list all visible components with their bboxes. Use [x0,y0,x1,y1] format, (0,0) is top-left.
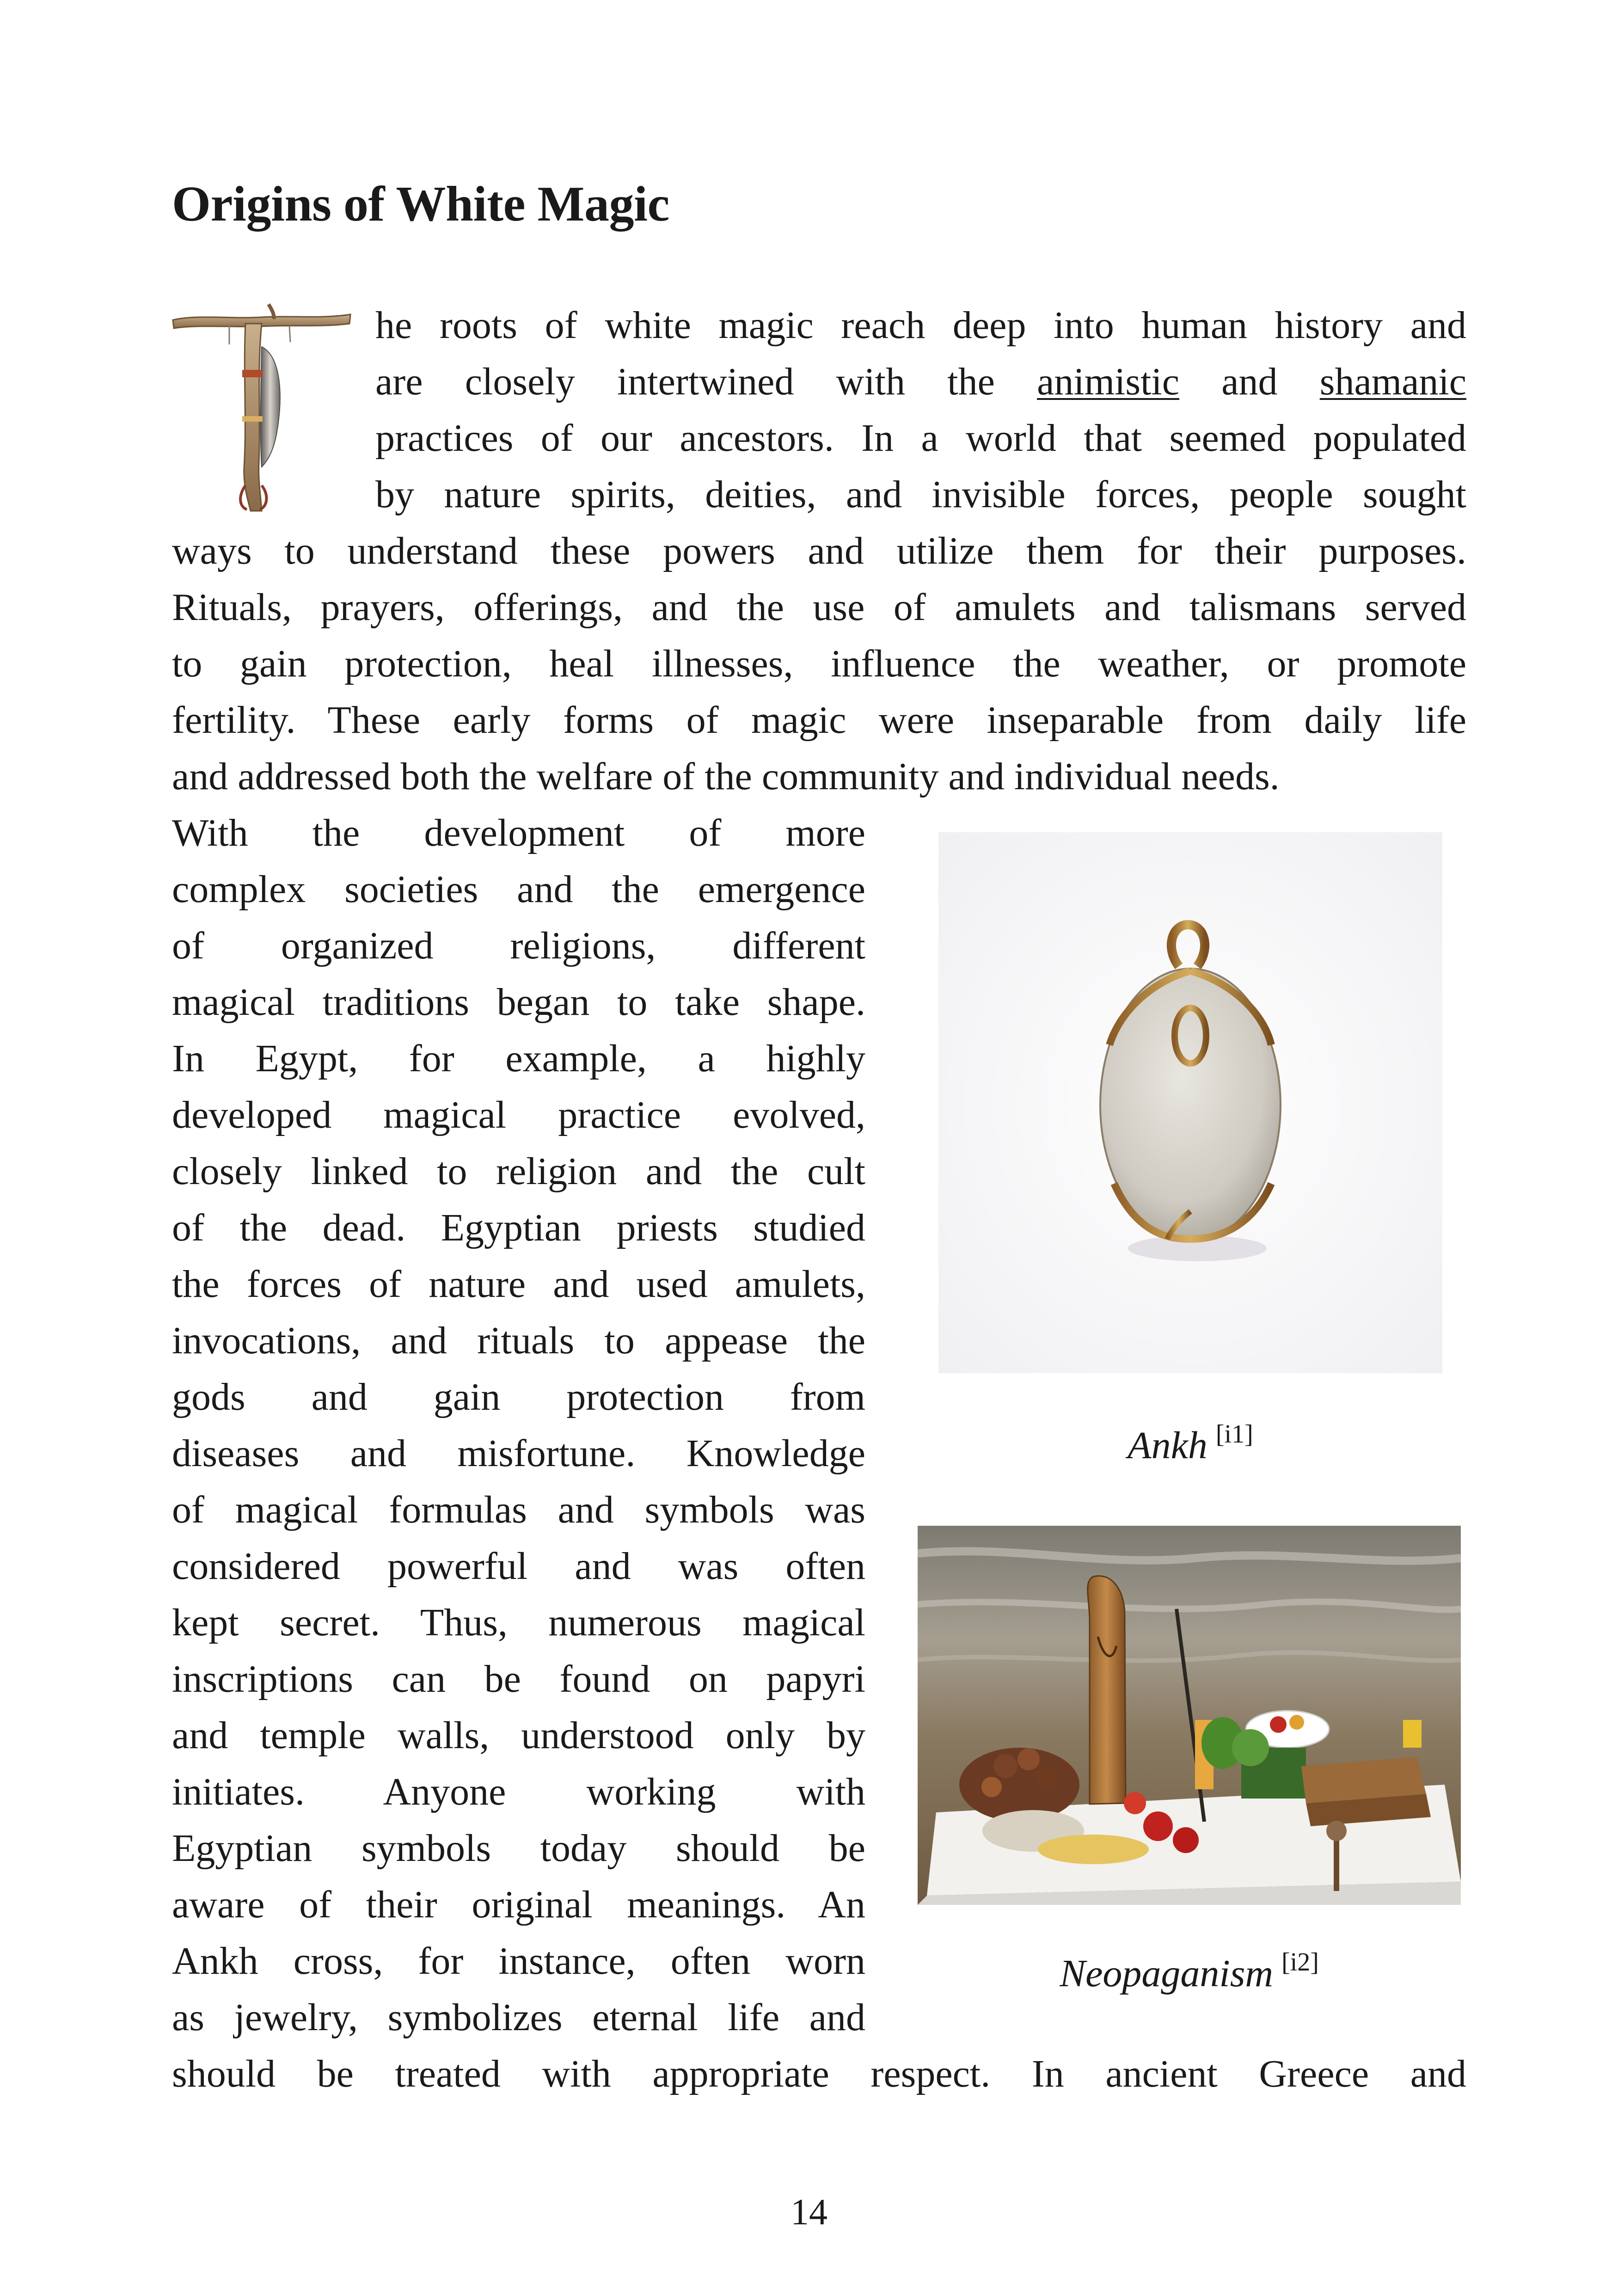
body-line: should be treated with appropriate respect. In ancient Greece and [172,2052,1466,2095]
intro-line: Rituals, prayers, offerings, and the use of amulets and talismans served [172,586,1466,629]
column-line: closely linked to religion and the cult [172,1150,865,1193]
column-line: of the dead. Egyptian priests studied [172,1206,865,1249]
dropcap-t-staff-illustration [169,301,354,513]
ankh-amulet-image [938,832,1442,1373]
page-number: 14 [791,2192,827,2233]
column-line: Ankh cross, for instance, often worn [172,1940,865,1983]
column-line: inscriptions can be found on papyri [172,1658,865,1701]
link-animistic[interactable]: animistic [1037,360,1180,403]
link-shamanic[interactable]: shamanic [1319,360,1466,403]
intro-line: and addressed both the welfare of the community and individual needs. [172,755,1280,798]
column-line: considered powerful and was often [172,1545,865,1588]
text-span: and [1179,360,1320,403]
column-line: diseases and misfortune. Knowledge [172,1432,865,1475]
column-line: complex societies and the emergence [172,868,865,911]
column-line: In Egypt, for example, a highly [172,1037,865,1080]
column-line: of organized religions, different [172,924,865,967]
figure-caption-ankh [938,1419,1442,1468]
column-line: initiates. Anyone working with [172,1770,865,1813]
intro-line [375,362,1466,401]
column-line: gods and gain protection from [172,1375,865,1418]
column-line: With the development of more [172,811,865,854]
figure-caption-neopaganism [918,1947,1461,1996]
column-line: the forces of nature and used amulets, [172,1263,865,1306]
intro-line: he roots of white magic reach deep into human history and [375,304,1466,347]
intro-line: practices of our ancestors. In a world that seemed populated [375,417,1466,460]
neopaganism-altar-image [918,1526,1461,1905]
column-line: magical traditions began to take shape. [172,981,865,1024]
column-line: aware of their original meanings. An [172,1883,865,1926]
caption-text: Neopaganism [1060,1952,1274,1995]
figure-reference[interactable]: [i2] [1281,1948,1319,1977]
page-title: Origins of White Magic [172,177,669,232]
intro-line: to gain protection, heal illnesses, influence the weather, or promote [172,642,1466,685]
text-span: are closely intertwined with the [375,360,1037,403]
figure-reference[interactable]: [i1] [1215,1420,1253,1449]
caption-text: Ankh [1128,1424,1207,1467]
column-line: Egyptian symbols today should be [172,1827,865,1870]
column-line: as jewelry, symbolizes eternal life and [172,1996,865,2039]
intro-line: fertility. These early forms of magic were inseparable from daily life [172,699,1466,742]
intro-line: by nature spirits, deities, and invisible forces, people sought [375,473,1466,516]
column-line: invocations, and rituals to appease the [172,1319,865,1362]
column-line: developed magical practice evolved, [172,1093,865,1136]
intro-line: ways to understand these powers and utilize them for their purposes. [172,529,1466,572]
column-line: and temple walls, understood only by [172,1714,865,1757]
column-line: kept secret. Thus, numerous magical [172,1601,865,1644]
column-line: of magical formulas and symbols was [172,1488,865,1531]
